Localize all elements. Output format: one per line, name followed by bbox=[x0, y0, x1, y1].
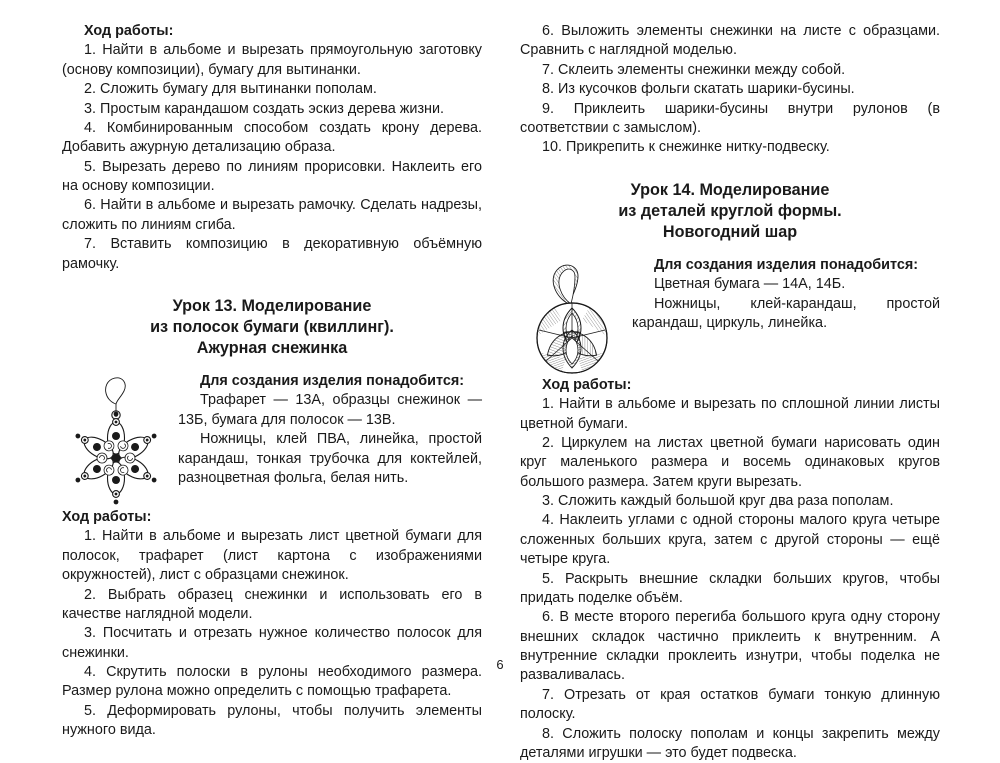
left-column bbox=[62, 22, 482, 741]
step-item: 1. Найти в альбоме и вырезать лист цветной бумаги для полосок, трафарет (лист картона с изображениями окружностей), лист с образцами снежинок. bbox=[62, 528, 482, 584]
lesson-13-title bbox=[62, 296, 482, 359]
paper-ball-ornament-illustration bbox=[522, 258, 622, 376]
lesson-13-steps-heading: Ход работы: bbox=[62, 509, 152, 526]
step-item: 7. Вставить композицию в декоративную объёмную рамочку. bbox=[62, 236, 482, 272]
lesson-13-materials-heading: Для создания изделия понадобится: bbox=[200, 373, 465, 390]
materials-item: Ножницы, клей ПВА, линейка, простой карандаш, тонкая трубочка для коктейлей, разноцветная фольга, белая нить. bbox=[178, 431, 482, 486]
lesson-13-title-line-2: из полосок бумаги (квиллинг). bbox=[150, 317, 394, 336]
step-item: 8. Из кусочков фольги скатать шарики-бусины. bbox=[542, 81, 855, 98]
step-item: 3. Простым карандашом создать эскиз дерева жизни. bbox=[84, 100, 445, 117]
step-item: 6. Найти в альбоме и вырезать рамочку. Сделать надрезы, сложить по линиям сгиба. bbox=[62, 197, 482, 233]
step-item: 10. Прикрепить к снежинке нитку-подвеску. bbox=[542, 139, 830, 156]
step-item: 3. Сложить каждый большой круг два раза пополам. bbox=[542, 493, 894, 510]
right-column bbox=[520, 22, 940, 763]
step-item: 1. Найти в альбоме и вырезать прямоугольную заготовку (основу композиции), бумагу для вытинанки. bbox=[62, 42, 482, 78]
step-item: 1. Найти в альбоме и вырезать по сплошной линии листы цветной бумаги. bbox=[520, 396, 940, 432]
step-item: 5. Деформировать рулоны, чтобы получить элементы нужного вида. bbox=[62, 702, 482, 739]
step-item: 9. Приклеить шарики-бусины внутри рулонов (в соответствии с замыслом). bbox=[520, 100, 940, 136]
step-item: 8. Сложить полоску пополам и концы закрепить между деталями игрушки — это будет подвеска. bbox=[520, 725, 940, 761]
title-spacer bbox=[520, 243, 940, 256]
step-item: 4. Наклеить углами с одной стороны малого круга четыре сложенных больших круга, затем с другой стороны — ещё четыре круга. bbox=[520, 512, 940, 568]
step-item: 2. Сложить бумагу для вытинанки пополам. bbox=[84, 81, 377, 98]
step-item: 3. Посчитать и отрезать нужное количество полосок для снежинки. bbox=[62, 625, 482, 661]
step-item: 2. Выбрать образец снежинки и использовать его в качестве наглядной модели. bbox=[62, 586, 482, 622]
section-spacer bbox=[62, 274, 482, 296]
step-item: 2. Циркулем на листах цветной бумаги нарисовать один круг маленького размера и восемь одинаковых кругов большого размера. Затем круги вырезать. bbox=[520, 434, 940, 490]
section-spacer bbox=[520, 158, 940, 180]
materials-item: Цветная бумага — 14А, 14Б. bbox=[654, 276, 846, 293]
steps-heading-lesson-12: Ход работы: bbox=[84, 23, 174, 39]
lesson-13-title-line-3: Ажурная снежинка bbox=[196, 339, 348, 357]
lesson-14-title-line-1: Урок 14. Моделирование bbox=[630, 180, 830, 199]
materials-item: Ножницы, клей-карандаш, простой карандаш, циркуль, линейка. bbox=[632, 295, 940, 331]
materials-item: Трафарет — 13А, образцы снежинок — 13Б, бумага для полосок — 13В. bbox=[178, 392, 482, 428]
lesson-13-materials-block bbox=[62, 372, 482, 508]
page-number: 6 bbox=[496, 657, 504, 672]
lesson-14-steps-heading: Ход работы: bbox=[542, 376, 632, 393]
lesson-14-materials-block bbox=[520, 256, 940, 376]
lesson-14-materials-heading: Для создания изделия понадобится: bbox=[654, 256, 919, 273]
lesson-14-title bbox=[520, 180, 940, 243]
step-item: 6. Выложить элементы снежинки на листе с образцами. Сравнить с наглядной моделью. bbox=[520, 23, 940, 59]
lesson-14-title-line-3: Новогодний шар bbox=[662, 222, 798, 241]
lesson-13-title-line-1: Урок 13. Моделирование bbox=[172, 296, 372, 315]
step-item: 7. Склеить элементы снежинки между собой. bbox=[542, 61, 846, 78]
step-item: 4. Скрутить полоски в рулоны необходимого размера. Размер рулона можно определить с помощью трафарета. bbox=[62, 664, 482, 700]
step-item: 6. В месте второго перегиба большого круга одну сторону внешних складок частично приклеить к внутренним. А внутренние складки проклеить изнутри, чтобы поделка не разваливалась. bbox=[520, 609, 940, 684]
lesson-14-title-line-2: из деталей круглой формы. bbox=[618, 201, 842, 220]
quilled-snowflake-ornament-illustration bbox=[62, 374, 170, 506]
step-item: 5. Раскрыть внешние складки больших кругов, чтобы придать поделке объём. bbox=[520, 570, 940, 606]
two-column-layout bbox=[62, 22, 948, 763]
title-spacer bbox=[62, 359, 482, 372]
step-item: 5. Вырезать дерево по линиям прорисовки. Наклеить его на основу композиции. bbox=[62, 158, 482, 194]
step-item: 4. Комбинированным способом создать крону дерева. Добавить ажурную детализацию образа. bbox=[62, 119, 482, 156]
step-item: 7. Отрезать от края остатков бумаги тонкую длинную полоску. bbox=[520, 686, 940, 723]
